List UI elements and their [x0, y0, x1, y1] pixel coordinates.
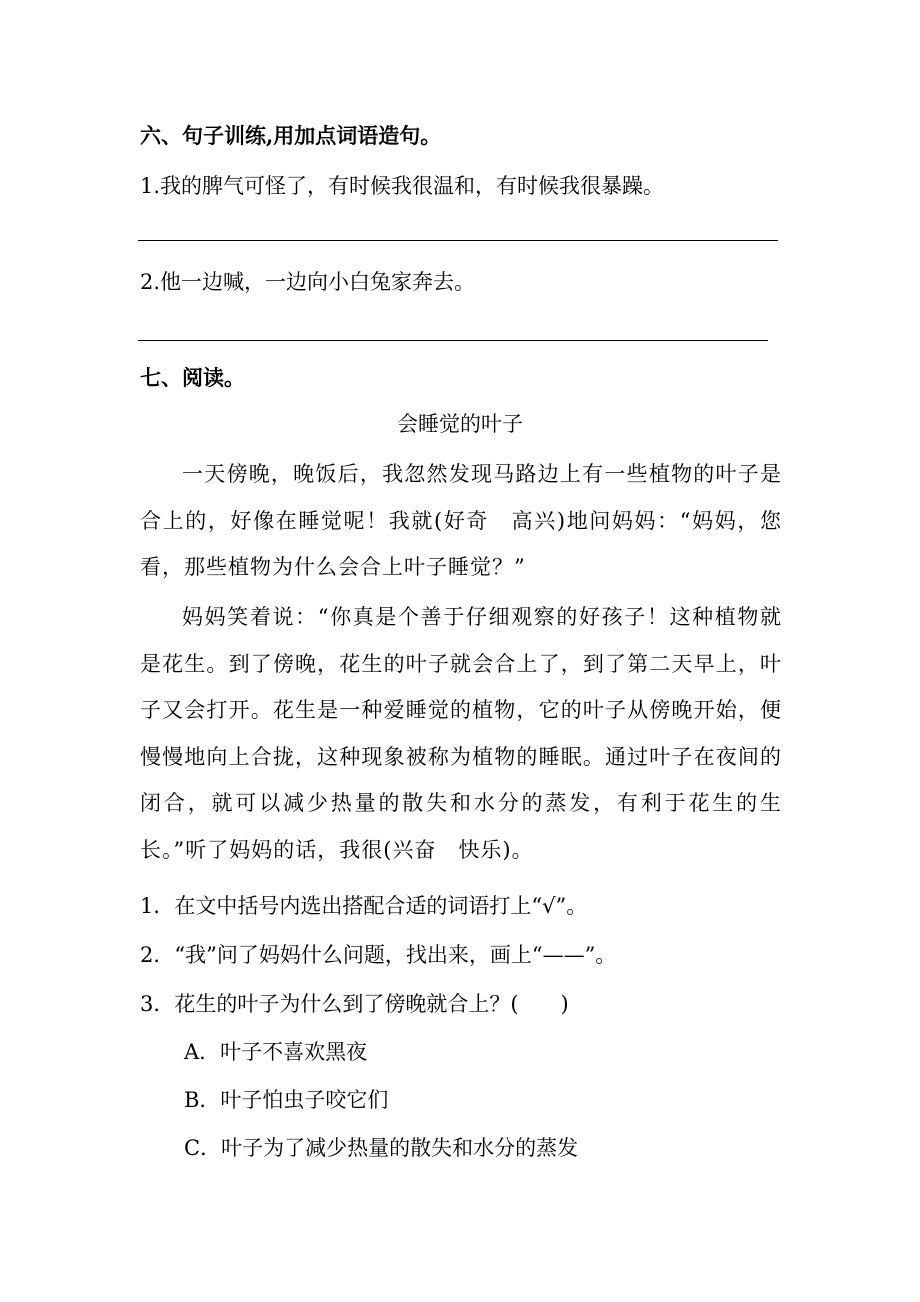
section-six-heading: 六、句子训练,用加点词语造句。	[140, 123, 442, 148]
answer-line-2	[138, 340, 768, 341]
passage-paragraph-2: 妈妈笑着说：“你真是个善于仔细观察的好孩子！这种植物就是花生。到了傍晚，花生的叶子就会合上了，到了第二天早上，叶子又会打开。花生是一种爱睡觉的植物，它的叶子从傍晚开始，便慢慢地向上合拢，这种现象被称为植物的睡眠。通过叶子在夜间的闭合，就可以减少热量的散失和水分的蒸发，有利于花生的生长。”听了妈妈的话，我很(兴奋 快乐)。	[140, 605, 782, 862]
passage-title: 会睡觉的叶子	[397, 412, 523, 436]
option-b: B．叶子怕虫子咬它们	[184, 1088, 389, 1112]
sentence-item-1: 1.我的脾气可怪了，有时候我很温和，有时候我很暴躁。	[140, 174, 665, 198]
sentence-item-2: 2.他一边喊，一边向小白兔家奔去。	[140, 270, 476, 294]
option-a: A．叶子不喜欢黑夜	[184, 1040, 368, 1064]
option-c: C．叶子为了减少热量的散失和水分的蒸发	[184, 1136, 579, 1160]
question-2: 2．“我”问了妈妈什么问题，找出来，画上“——”。	[140, 943, 617, 967]
section-seven-heading: 七、阅读。	[140, 365, 245, 390]
passage-paragraph-1: 一天傍晚，晚饭后，我忽然发现马路边上有一些植物的叶子是合上的，好像在睡觉呢！我就(好奇 高兴)地问妈妈：“妈妈，您看，那些植物为什么会合上叶子睡觉？”	[140, 462, 782, 579]
question-3: 3．花生的叶子为什么到了傍晚就合上？( )	[140, 992, 569, 1016]
question-1: 1．在文中括号内选出搭配合适的词语打上“√”。	[140, 894, 588, 918]
answer-line-1	[138, 240, 778, 241]
